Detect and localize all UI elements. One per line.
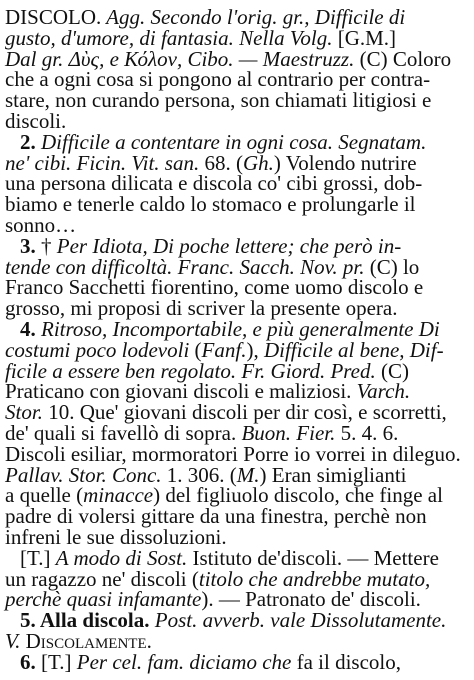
text-segment: Discolamente. bbox=[20, 629, 152, 653]
text-segment: a quelle ( bbox=[5, 483, 84, 508]
text-segment: (C) lo bbox=[364, 254, 420, 279]
text-segment: [T.] bbox=[20, 545, 56, 570]
text-segment: Dal gr. Δὺς, e Κόλον, Cibo. — Maestruzz. bbox=[5, 46, 355, 71]
text-segment: ), bbox=[246, 337, 264, 362]
text-segment: Gh. bbox=[242, 150, 274, 175]
text-segment: 5. bbox=[20, 608, 36, 633]
text-segment: M. bbox=[236, 462, 260, 487]
text-segment: ) Volendo nutrire bbox=[273, 150, 417, 175]
text-segment: A modo di Sost. bbox=[55, 545, 188, 570]
text-segment: ( bbox=[189, 337, 202, 362]
text-segment: 68. ( bbox=[199, 150, 243, 175]
text-segment: Fanf. bbox=[201, 337, 247, 362]
text-segment: 4. bbox=[20, 317, 36, 341]
text-segment: Per cel. fam. diciamo che bbox=[76, 649, 292, 674]
text-segment: Buon. Fier. bbox=[241, 421, 336, 445]
text-segment: (C) Coloro bbox=[354, 46, 452, 71]
text-segment: ) Eran simiglianti bbox=[259, 462, 407, 487]
text-segment: 1. 306. ( bbox=[161, 462, 237, 487]
text-segment: perchè quasi infamante bbox=[5, 587, 202, 612]
text-segment: tende con difficoltà. Franc. Sacch. Nov. pr. bbox=[5, 254, 365, 279]
text-segment: Ritroso, Incomportabile, e più generalmente Di bbox=[35, 317, 440, 341]
text-segment: Praticano con giovani discoli e maliziosi. bbox=[5, 379, 357, 404]
text-segment: sonno… bbox=[5, 213, 77, 237]
text-segment: ne' cibi. Ficin. Vit. san. bbox=[5, 150, 200, 175]
text-segment: gusto, d'umore, di fantasia. Nella Volg. bbox=[5, 25, 333, 50]
text-segment: Agg. Secondo l'orig. gr., Difficile di bbox=[101, 5, 406, 29]
text-segment: Varch. bbox=[356, 379, 411, 404]
text-segment: minacce bbox=[83, 483, 154, 508]
text-segment: ). — Patronato de' discoli. bbox=[201, 587, 421, 612]
text-segment: una persona dilicata e discola co' cibi grossi, dob- bbox=[5, 171, 423, 196]
text-segment: Istituto de'discoli. — Mettere bbox=[187, 545, 439, 570]
text-segment: 2. bbox=[20, 129, 36, 154]
text-segment: Stor. bbox=[5, 400, 43, 425]
text-segment: biamo e tenerle caldo lo stomaco e prolungarle il bbox=[5, 192, 416, 217]
text-segment: costumi poco lodevoli bbox=[5, 337, 190, 362]
text-segment: Franco Sacchetti fiorentino, come uomo discolo e bbox=[5, 275, 424, 300]
text-segment: (C) bbox=[375, 358, 409, 383]
text-segment: Discoli esiliar, mormoratori Porre io vorrei in dileguo. bbox=[5, 441, 461, 466]
text-segment: 10. Que' giovani discoli per dir così, e scorretti, bbox=[42, 400, 447, 425]
text-segment: Per Idiota, Di poche lettere; che però in- bbox=[56, 233, 402, 258]
text-segment: 6. bbox=[20, 649, 36, 674]
text-segment: padre di volersi gittare da una finestra, perchè non bbox=[5, 504, 427, 529]
text-segment: un ragazzo ne' discoli ( bbox=[5, 566, 199, 591]
text-segment: discoli. bbox=[5, 109, 67, 133]
text-segment: ficile a essere ben regolato. Fr. Giord. Pred. bbox=[5, 358, 376, 383]
text-segment: infreni le sue dissoluzioni. bbox=[5, 525, 227, 549]
text-segment: ) del figliuolo discolo, che finge al bbox=[153, 483, 443, 508]
text-segment: fa il discolo, bbox=[291, 649, 402, 674]
text-segment: titolo che andrebbe mutato, bbox=[198, 566, 431, 591]
text-segment: Pallav. Stor. Conc. bbox=[5, 462, 162, 487]
text-segment: Post. avverb. vale Dissolutamente. bbox=[149, 608, 447, 633]
text-segment: grosso, mi proposi di scriver la presente opera. bbox=[5, 296, 398, 321]
text-line bbox=[20, 649, 469, 675]
text-segment: 5. 4. 6. bbox=[335, 421, 399, 445]
text-segment: [T.] bbox=[35, 649, 77, 674]
text-segment: che a ogni cosa si pongono al contrario per contra- bbox=[5, 67, 431, 92]
text-segment: † bbox=[35, 233, 57, 258]
text-segment: de' quali si favellò di sopra. bbox=[5, 421, 242, 445]
text-segment: [G.M.] bbox=[332, 25, 397, 50]
text-segment: V. bbox=[5, 629, 21, 653]
text-segment: Difficile a contentare in ogni cosa. Segnatam. bbox=[35, 129, 427, 154]
text-segment: Difficile al bene, Dif- bbox=[263, 337, 444, 362]
text-segment: stare, non curando persona, son chiamati litigiosi e bbox=[5, 88, 432, 113]
text-segment: 3. bbox=[20, 233, 36, 258]
text-segment: DISCOLO. bbox=[5, 5, 102, 29]
text-segment: Alla discola. bbox=[35, 608, 150, 633]
